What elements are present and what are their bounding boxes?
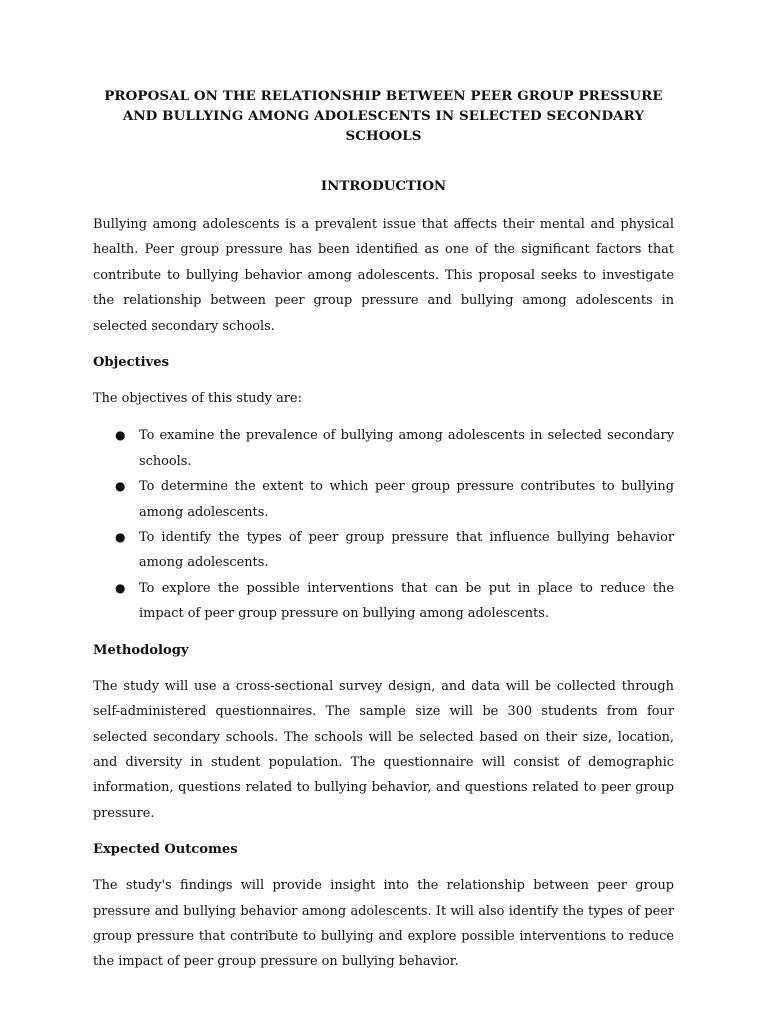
introduction-heading: INTRODUCTION <box>320 178 447 194</box>
list-item-text: To determine the extent to which peer group pressure contributes to bullying among adolescents. <box>139 479 674 520</box>
objectives-heading: Objectives <box>93 355 169 371</box>
expected-outcomes-heading: Expected Outcomes <box>93 842 238 858</box>
methodology-paragraph: The study will use a cross-sectional survey design, and data will be collected through self-administered questionnaires. The sample size will be 300 students from four selected secondary schools. The schools will be selected based on their size, location, and diversity in student population. The questionnaire will consist of demographic information, questions related to bullying behavior, and questions related to peer group pressure. <box>93 678 674 821</box>
objectives-list <box>93 423 674 626</box>
bullet-icon: ● <box>115 530 126 545</box>
list-item-text: To examine the prevalence of bullying among adolescents in selected secondary schools. <box>139 428 674 469</box>
methodology-heading: Methodology <box>93 642 189 658</box>
bullet-icon: ● <box>115 428 126 443</box>
list-item <box>93 474 674 525</box>
introduction-paragraph: Bullying among adolescents is a prevalent issue that affects their mental and physical health. Peer group pressure has been identified as one of the significant factors that contribute to bullying behavior among adolescents. This proposal seeks to investigate the relationship between peer group pressure and bullying among adolescents in selected secondary schools. <box>93 217 674 334</box>
list-item <box>93 576 674 627</box>
list-item <box>93 423 674 474</box>
list-item-text: To identify the types of peer group pressure that influence bullying behavior among adolescents. <box>139 530 674 571</box>
expected-outcomes-paragraph: The study's findings will provide insight into the relationship between peer group pressure and bullying behavior among adolescents. It will also identify the types of peer group pressure that contribute to bullying and explore possible interventions to reduce the impact of peer group pressure on bullying behavior. <box>93 878 674 970</box>
bullet-icon: ● <box>115 479 126 494</box>
list-item <box>93 525 674 576</box>
list-item-text: To explore the possible interventions that can be put in place to reduce the impact of peer group pressure on bullying among adolescents. <box>139 580 674 622</box>
document-title: PROPOSAL ON THE RELATIONSHIP BETWEEN PEER GROUP PRESSURE AND BULLYING AMONG ADOLESCENTS IN SELECTED SECONDARY SCHOOLS <box>104 88 663 144</box>
objectives-lead: The objectives of this study are: <box>93 391 302 407</box>
bullet-icon: ● <box>115 580 126 595</box>
